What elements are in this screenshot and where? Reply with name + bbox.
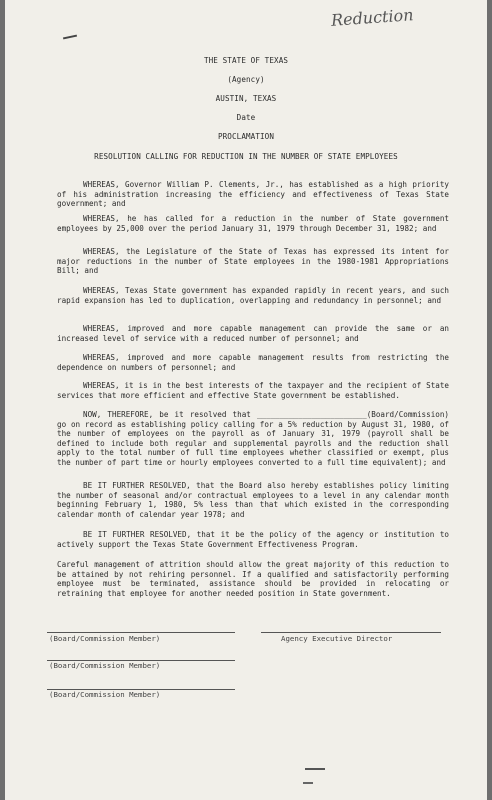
paragraph-further-2: BE IT FURTHER RESOLVED, that it be the policy of the agency or institution to actively support the Texas State Government Effectiveness Program. (57, 530, 454, 549)
agency-line: (Agency) (227, 75, 265, 84)
resolution-title: RESOLUTION CALLING FOR REDUCTION IN THE NUMBER OF STATE EMPLOYEES (94, 152, 398, 161)
signature-line-member-1 (47, 632, 235, 633)
paragraph-2: WHEREAS, he has called for a reduction in the number of State government employees by 25,000 over the period January 31, 1979 through December 31, 1982; and (57, 214, 454, 233)
city-line: AUSTIN, TEXAS (215, 94, 277, 103)
paragraph-6: WHEREAS, improved and more capable management results from restricting the dependence on numbers of personnel; and (57, 353, 454, 372)
document-page (5, 0, 487, 800)
handwritten-annotation: Reduction (330, 5, 415, 30)
signature-label-member-2: (Board/Commission Member) (49, 661, 161, 670)
paragraph-4: WHEREAS, Texas State government has expanded rapidly in recent years, and such rapid expansion has led to duplication, overlapping and redundancy in personnel; and (57, 286, 454, 305)
paragraph-1: WHEREAS, Governor William P. Clements, Jr., has established as a high priority of his administration increasing the efficiency and effectiveness of Texas State government; and (57, 180, 454, 209)
paragraph-resolved: NOW, THEREFORE, be it resolved that ________________________(Board/Commission) go on record as establishing policy calling for a 5% reduction by August 31, 1980, of the number of employees on the payroll as of January 31, 1979 (payroll shall be defined to include both regular and supplemental payrolls and the reduction shall apply to the total number of full time employees whether classified or exempt, plus the number of part time or hourly employees converted to a full time equivalent); and (57, 410, 454, 467)
paragraph-further-1: BE IT FURTHER RESOLVED, that the Board also hereby establishes policy limiting the number of seasonal and/or contractual employees to a level in any calendar month beginning February 1, 1980, 5% less than that which existed in the corresponding calendar month of calendar year 1978; and (57, 481, 454, 519)
paragraph-attrition: Careful management of attrition should allow the great majority of this reduction to be attained by not rehiring personnel. If a qualified and satisfactorily performing employee must be terminated, assistance should be provided in relocating or retraining that employee for another needed position in State government. (57, 560, 454, 598)
signature-line-director (261, 632, 441, 633)
paragraph-5: WHEREAS, improved and more capable management can provide the same or an increased level of service with a reduced number of personnel; and (57, 324, 454, 343)
signature-label-director: Agency Executive Director (281, 634, 393, 643)
signature-label-member-3: (Board/Commission Member) (49, 690, 161, 699)
paragraph-7: WHEREAS, it is in the best interests of the taxpayer and the recipient of State services that more efficient and effective State government be established. (57, 381, 454, 400)
scan-mark (305, 768, 325, 770)
proclamation-heading: PROCLAMATION (217, 132, 275, 141)
state-heading: THE STATE OF TEXAS (203, 56, 289, 65)
pen-mark (63, 35, 77, 40)
date-line: Date (236, 113, 256, 122)
signature-label-member-1: (Board/Commission Member) (49, 634, 161, 643)
paragraph-3: WHEREAS, the Legislature of the State of Texas has expressed its intent for major reductions in the number of State employees in the 1980-1981 Appropriations Bill; and (57, 247, 454, 276)
scan-mark-small (303, 782, 313, 784)
